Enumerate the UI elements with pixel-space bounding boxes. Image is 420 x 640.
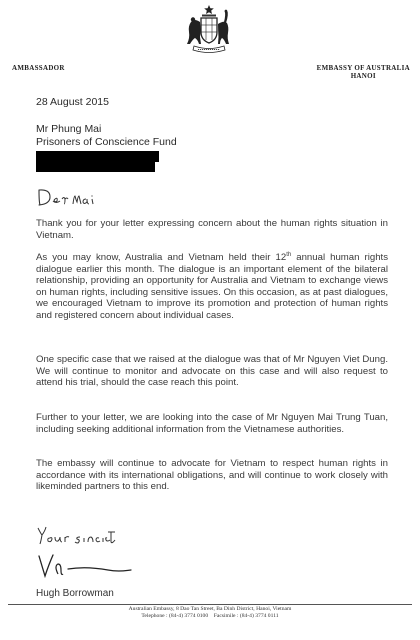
commonwealth-coat-of-arms-icon [180, 4, 238, 56]
ambassador-label: AMBASSADOR [12, 64, 65, 72]
recipient-name: Mr Phung Mai [36, 123, 102, 135]
handwritten-signature [36, 552, 136, 582]
footer-divider [8, 604, 412, 605]
redaction-bar-2 [36, 162, 155, 172]
paragraph-dialogue [36, 252, 388, 322]
telephone-number: (84-4) 3774 0100 [168, 613, 209, 619]
embassy-name [317, 64, 410, 80]
paragraph-thanks: Thank you for your letter expressing concern about the human rights situation in Vietnam. [36, 218, 388, 241]
signer-name: Hugh Borrowman [36, 588, 114, 599]
ordinal-suffix: th [286, 251, 292, 258]
paragraph-specific-case: One specific case that we raised at the dialogue was that of Mr Nguyen Viet Dung. We will continue to monitor and advocate on this case and will also request to attend his trial, should the case reach this point. [36, 354, 388, 389]
footer-contacts [0, 613, 420, 619]
recipient-address [36, 123, 177, 149]
paragraph-dialogue-part2: annual human rights dialogue earlier this month. The dialogue is an important element of the bilateral relationship, providing an opportunity for Australia and Vietnam to exchange views on human rights, including sensitive issues. On this occasion, as at past dialogues, we encouraged Vietnam to improve its promotion and protection of human rights and registered concern about individual cases. [36, 252, 388, 321]
redaction-bar-1 [36, 151, 159, 162]
paragraph-commitment: The embassy will continue to advocate for Vietnam to respect human rights in accordance with its international obligations, and will continue to work closely with likeminded partners to this end. [36, 458, 388, 493]
facsimile-number: (84-4) 3774 0111 [239, 613, 279, 619]
embassy-city: HANOI [350, 72, 376, 80]
embassy-title: EMBASSY OF AUSTRALIA [316, 64, 410, 72]
facsimile-label: Facsimile : [213, 613, 239, 619]
telephone-label: Telephone : [141, 613, 168, 619]
paragraph-dialogue-part1: As you may know, Australia and Vietnam held their 12 [36, 252, 287, 263]
handwritten-closing [36, 522, 116, 546]
footer-address: Australian Embassy, 8 Dao Tan Street, Ba Dinh District, Hanoi, Vietnam [128, 606, 292, 612]
letter-date: 28 August 2015 [36, 96, 109, 108]
recipient-organisation: Prisoners of Conscience Fund [36, 136, 177, 148]
paragraph-further: Further to your letter, we are looking into the case of Mr Nguyen Mai Trung Tuan, including seeking additional information from the Vietnamese authorities. [36, 412, 388, 435]
handwritten-salutation [36, 184, 96, 208]
